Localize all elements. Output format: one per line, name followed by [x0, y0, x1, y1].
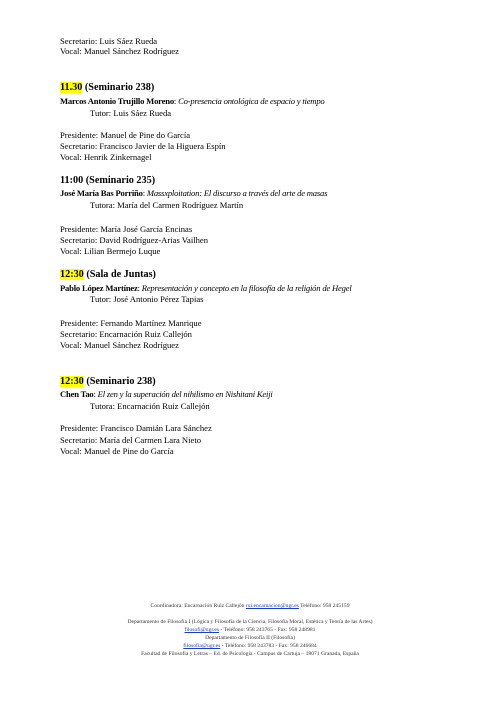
thesis-tutor: Tutor: Luis Sáez Rueda — [90, 108, 172, 118]
footer-department-1: Departamento de Filosofía I (Lógica y Filosofía de la Ciencia, Filosofía Moral, Estética y Teoría de las Artes) — [127, 619, 373, 625]
footer-coordinator-phone: Teléfono: 958 245159 — [298, 603, 350, 609]
session-heading — [60, 81, 154, 94]
session-time: 12:30 — [60, 376, 84, 387]
footer-department-2-phone: - Teléfono: 958 243783 - Fax: 958 246684 — [220, 643, 317, 649]
thesis-line: Chen Tao: El zen y la superación del nihilismo en Nishitani Keiji — [60, 389, 273, 399]
thesis-tutor: Tutora: María del Carmen Rodríguez Martín — [90, 200, 244, 210]
session-room: (Sala de Juntas) — [83, 269, 156, 280]
tribunal-secretario: Secretario: María del Carmen Lara Nieto — [60, 435, 202, 445]
thesis-title: Representación y concepto en la filosofía de la religión de Hegel — [141, 283, 352, 293]
footer-department-1-contact — [0, 626, 500, 634]
top-secretario: Secretario: Luis Sáez Rueda — [60, 36, 158, 46]
footer-department-2: Departamento de Filosofía II (Filosofía) — [205, 635, 295, 641]
footer-coordinator — [0, 602, 500, 610]
thesis-line: José María Bas Porriño: Massxploitation: El discurso a través del arte de masas — [60, 188, 328, 198]
tribunal-presidente: Presidente: Fernando Martínez Manrique — [60, 318, 202, 328]
session-room: (Seminario 235) — [83, 175, 156, 186]
session-time: 11.30 — [60, 82, 83, 93]
tribunal-secretario: Secretario: Francisco Javier de la Higuera Espín — [60, 141, 226, 151]
tribunal-secretario: Secretario: David Rodríguez-Arias Vailhen — [60, 235, 209, 245]
footer-department-1-phone: - Teléfono: 958 243765 - Fax: 958 248981 — [219, 627, 316, 633]
thesis-title: El zen y la superación del nihilismo en Nishitani Keiji — [97, 389, 273, 399]
session-heading — [60, 268, 156, 281]
thesis-author: Marcos Antonio Trujillo Moreno — [60, 96, 174, 106]
tribunal-presidente: Presidente: Manuel de Pine do García — [60, 130, 191, 140]
footer-coordinator-label: Coordinadora: Encarnación Ruiz Callejón — [150, 603, 246, 609]
tribunal-presidente: Presidente: María José García Encinas — [60, 224, 193, 234]
footer-department-1-email-link[interactable]: filosofi@ugr.es — [184, 627, 220, 633]
thesis-title: Massxploitation: El discurso a través del arte de masas — [146, 188, 328, 198]
tribunal-presidente: Presidente: Francisco Damián Lara Sánchez — [60, 423, 212, 433]
footer-coordinator-email-link[interactable]: rui.encarnacion@ugr.es — [245, 603, 299, 609]
footer-faculty-address: Facultad de Filosofía y Letras – Ed. de Psicología - Campus de Cartuja – 18071 Granada, España — [141, 651, 359, 657]
thesis-author: José María Bas Porriño — [60, 188, 143, 198]
session-time: 11:00 — [60, 175, 84, 186]
session-room: (Seminario 238) — [82, 82, 155, 93]
footer-department-2-email-link[interactable]: filosofia@ugr.es — [183, 643, 221, 649]
thesis-tutor: Tutor: José Antonio Pérez Tapias — [90, 294, 204, 304]
thesis-line: Marcos Antonio Trujillo Moreno: Co-presencia ontológica de espacio y tiempo — [60, 96, 325, 106]
tribunal-secretario: Secretario: Encarnación Ruiz Callejón — [60, 329, 192, 339]
thesis-title: Co-presencia ontológica de espacio y tiempo — [178, 96, 325, 106]
session-heading — [60, 174, 155, 187]
tribunal-vocal: Vocal: Manuel Sánchez Rodríguez — [60, 340, 179, 350]
thesis-author: Chen Tao — [60, 389, 94, 399]
tribunal-vocal: Vocal: Lilian Bermejo Luque — [60, 246, 161, 256]
session-room: (Seminario 238) — [83, 376, 156, 387]
thesis-author: Pablo López Martínez — [60, 283, 138, 293]
session-time: 12:30 — [60, 269, 84, 280]
footer-department-2-contact — [0, 642, 500, 650]
top-vocal: Vocal: Manuel Sánchez Rodríguez — [60, 46, 179, 56]
session-heading — [60, 375, 156, 388]
tribunal-vocal: Vocal: Manuel de Pine do García — [60, 446, 174, 456]
thesis-line: Pablo López Martínez: Representación y concepto en la filosofía de la religión de Hegel — [60, 283, 352, 293]
tribunal-vocal: Vocal: Henrik Zinkernagel — [60, 152, 152, 162]
thesis-tutor: Tutora: Encarnación Ruiz Callejón — [90, 401, 210, 411]
